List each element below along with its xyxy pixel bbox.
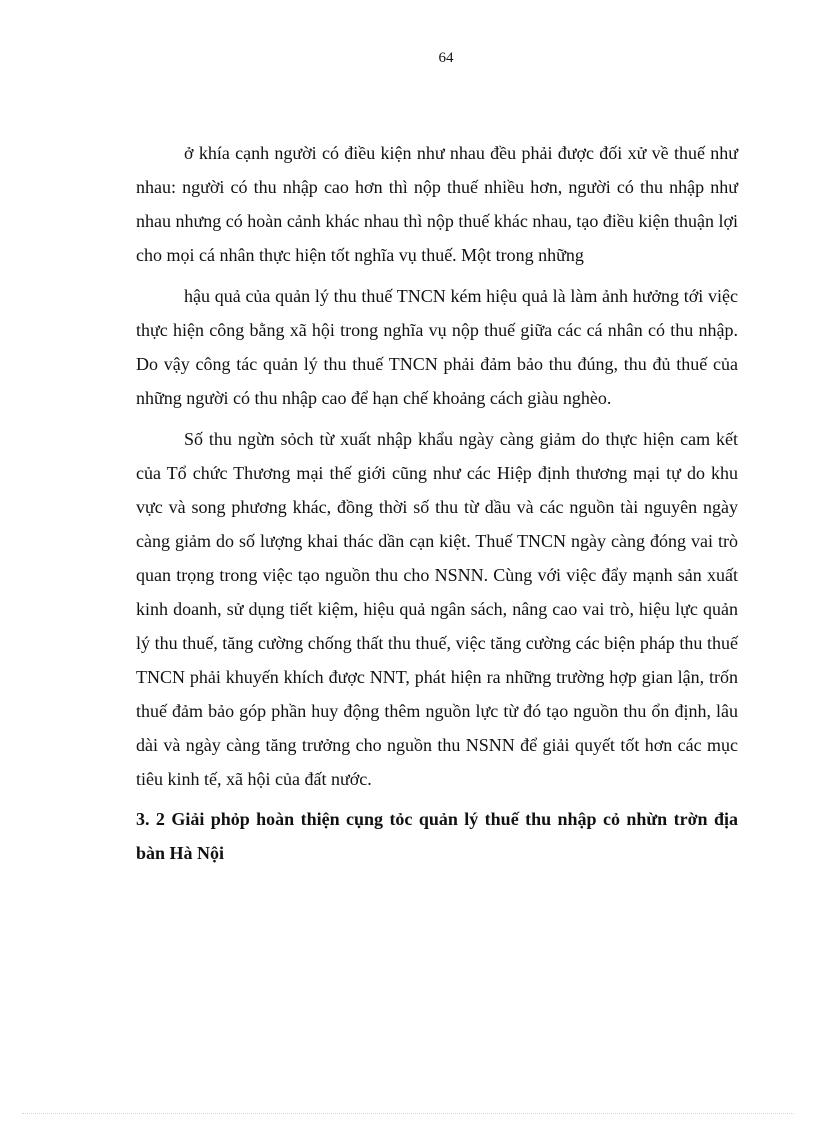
paragraph-continuation: ở khía cạnh người có điều kiện như nhau đều phải được đối xử về thuế như nhau: người có thu nhập cao hơn thì nộp thuế nhiều hơn, người có thu nhập như nhau nhưng có hoàn cảnh khác nhau thì nộp thuế khác nhau, tạo điều kiện thuận lợi cho mọi cá nhân thực hiện tốt nghĩa vụ thuế. Một trong những xyxy=(136,143,738,265)
footer-divider xyxy=(22,1113,794,1114)
paragraph-consequences: hậu quả của quản lý thu thuế TNCN kém hiệu quả là làm ảnh hưởng tới việc thực hiện công bằng xã hội trong nghĩa vụ nộp thuế giữa các cá nhân có thu nhập. Do vậy công tác quản lý thu thuế TNCN phải đảm bảo thu đúng, thu đủ thuế của những người có thu nhập cao để hạn chế khoảng cách giàu nghèo. xyxy=(136,286,738,408)
paragraph-revenue: Số thu ngừn sỏch từ xuất nhập khẩu ngày càng giảm do thực hiện cam kết của Tổ chức Thương mại thế giới cũng như các Hiệp định thương mại tự do khu vực và song phương khác, đồng thời số thu từ dầu và các nguồn tài nguyên ngày càng giảm do số lượng khai thác dần cạn kiệt. Thuế TNCN ngày càng đóng vai trò quan trọng trong việc tạo nguồn thu cho NSNN. Cùng với việc đẩy mạnh sản xuất kinh doanh, sử dụng tiết kiệm, hiệu quả ngân sách, nâng cao vai trò, hiệu lực quản lý thu thuế, tăng cường chống thất thu thuế, việc tăng cường các biện pháp thu thuế TNCN phải khuyến khích được NNT, phát hiện ra những trường hợp gian lận, trốn thuế đảm bảo góp phần huy động thêm nguồn lực từ đó tạo nguồn thu ổn định, lâu dài và ngày càng tăng trưởng cho nguồn thu NSNN để giải quyết tốt hơn các mục tiêu kinh tế, xã hội của đất nước. xyxy=(136,429,738,789)
section-heading: 3. 2 Giải phỏp hoàn thiện cụng tỏc quản lý thuế thu nhập cỏ nhừn trờn địa bàn Hà Nội xyxy=(136,809,738,863)
document-body xyxy=(136,136,738,870)
page-number: 64 xyxy=(438,50,454,66)
